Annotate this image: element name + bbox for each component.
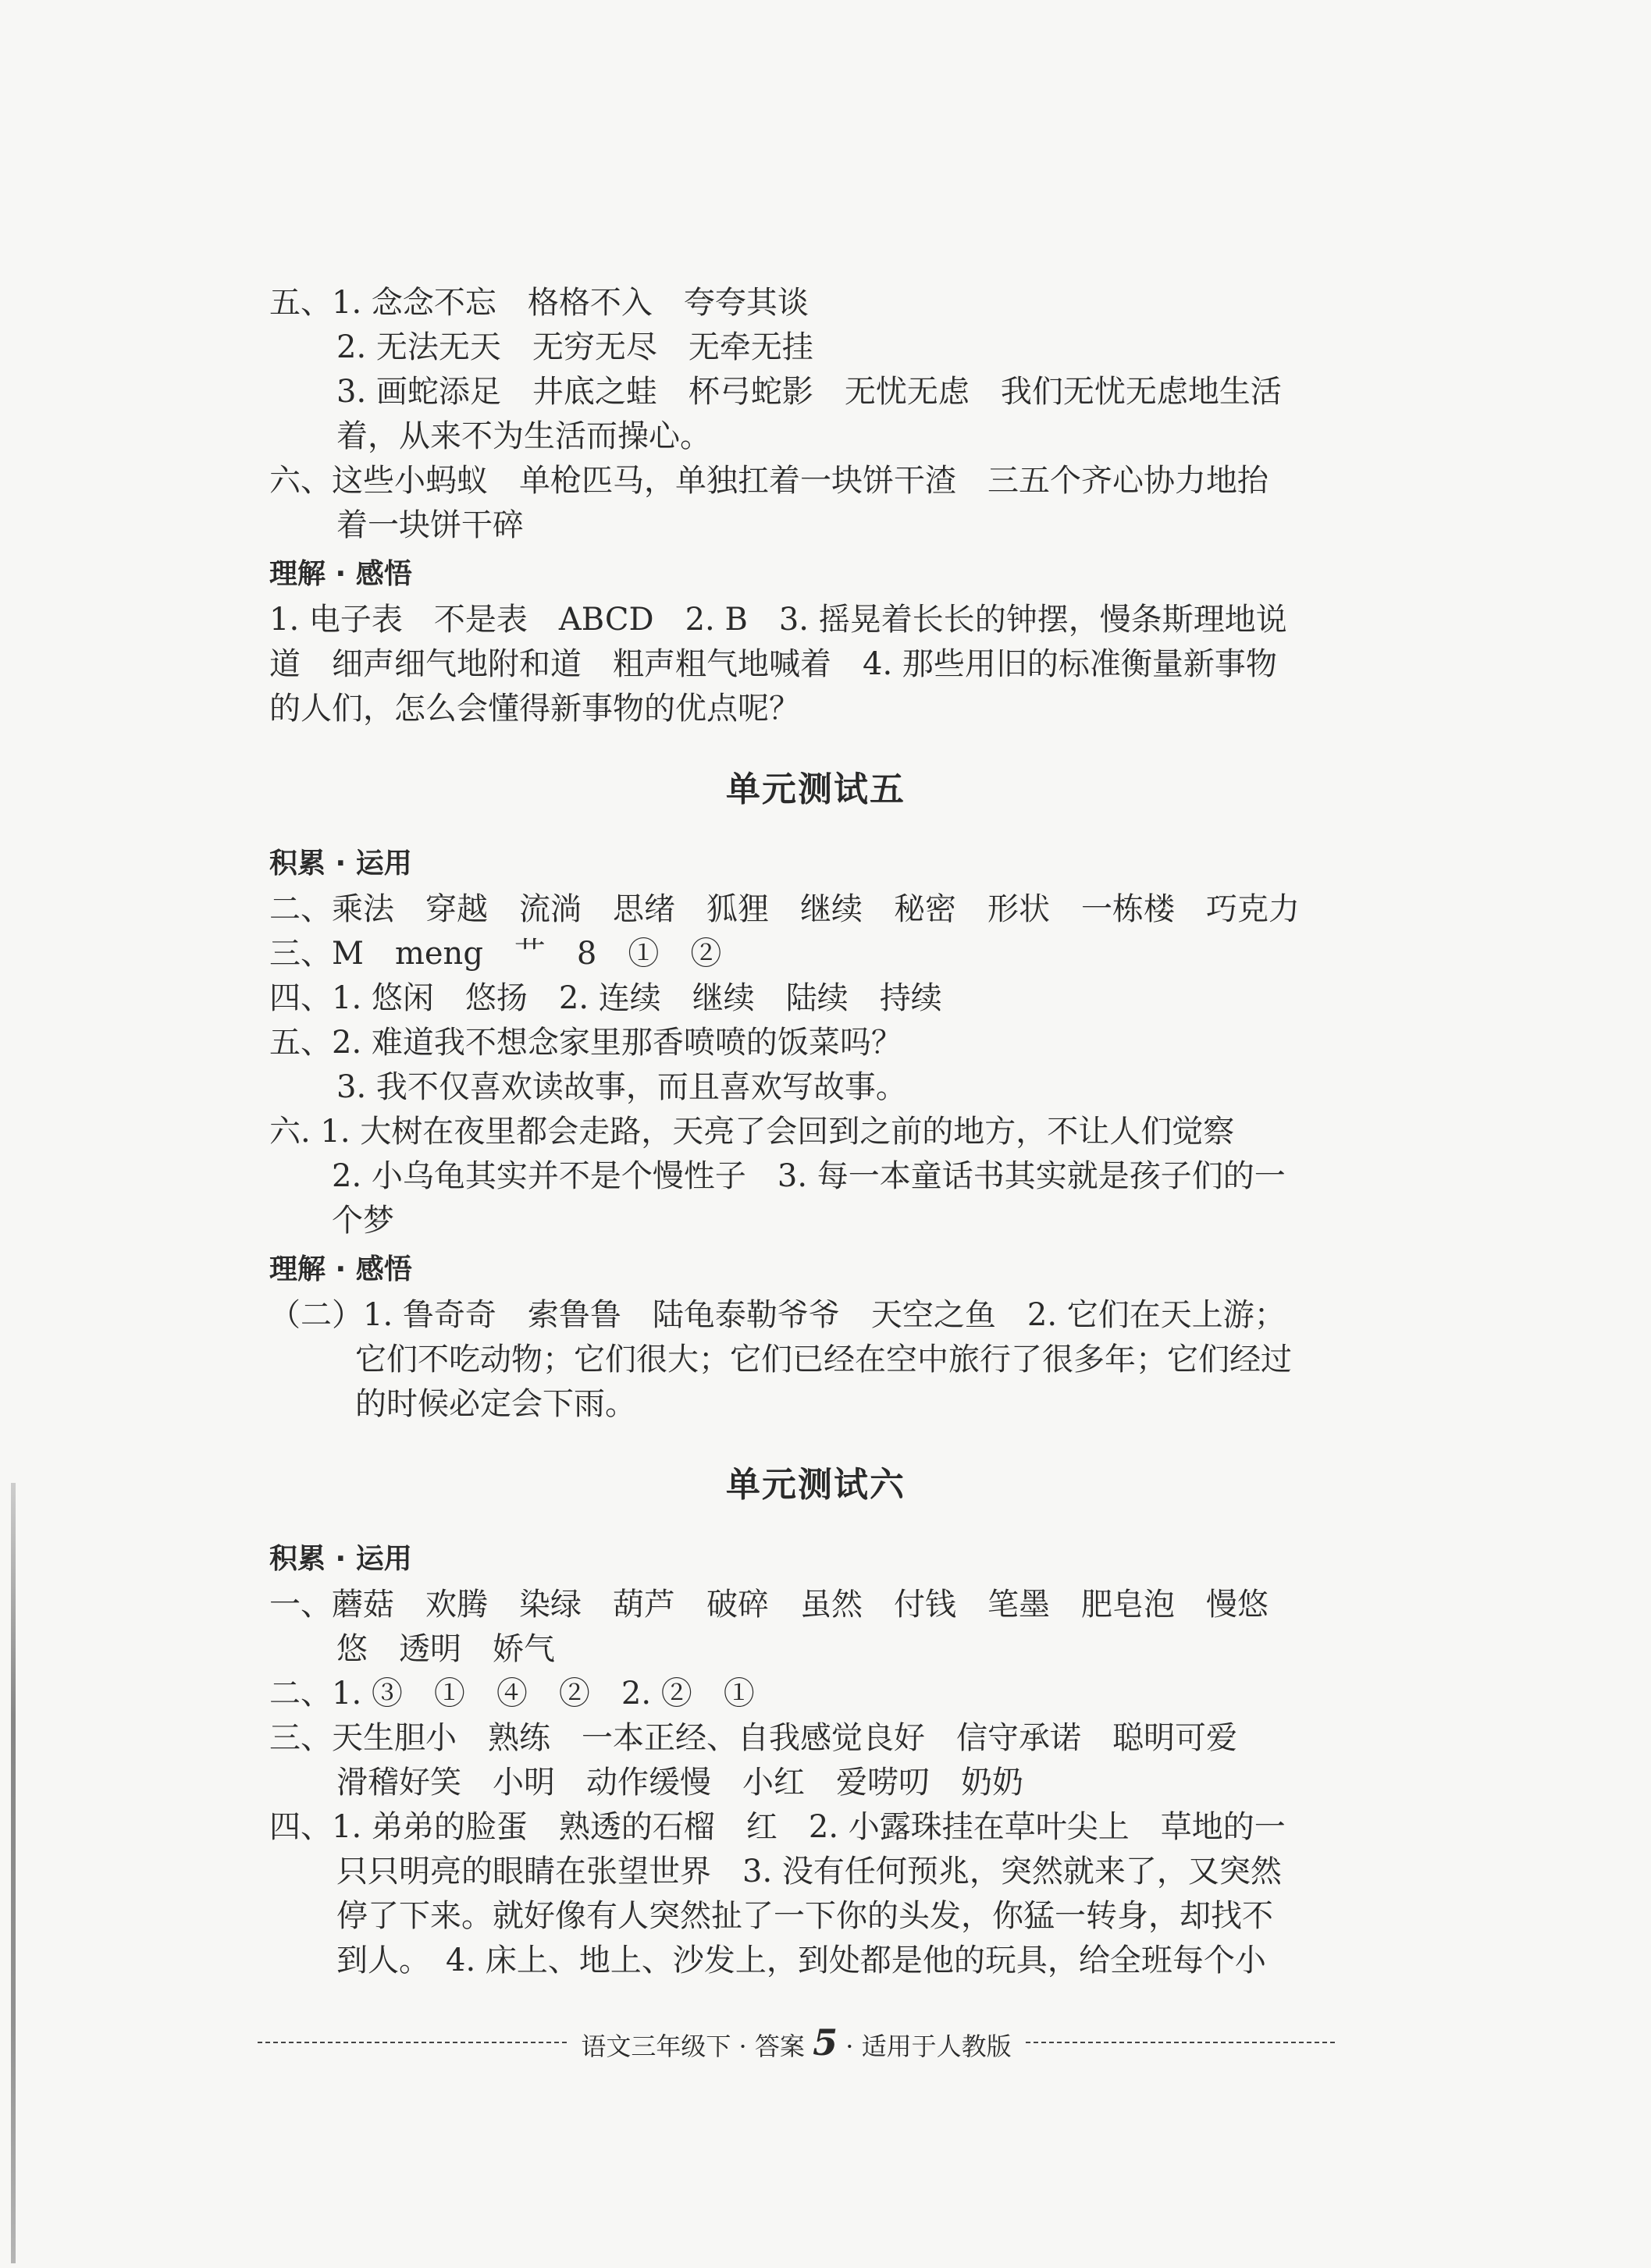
answer-line: 三、天生胆小 熟练 一本正经、自我感觉良好 信守承诺 聪明可爱 [269,1720,1237,1756]
sub-heading: 理解 · 感悟 [269,1253,412,1285]
answer-line: 二、乘法 穿越 流淌 思绪 狐狸 继续 秘密 形状 一栋楼 巧克力 [269,891,1300,927]
section-heading: 单元测试六 [726,1465,906,1505]
answer-line: 五、1. 念念不忘 格格不入 夸夸其谈 [269,285,809,321]
answer-content [269,281,1362,1983]
answer-line: 2. 无法无天 无穷无尽 无牵无挂 [336,329,813,365]
footer-text [567,2021,1025,2064]
footer-title: 语文三年级下 · 答案 [581,2032,805,2061]
sub-heading: 理解 · 感悟 [269,558,412,590]
page-number: 5 [813,2021,838,2064]
answer-line: 二、1. ③ ① ④ ② 2. ② ① [269,1676,755,1712]
answer-line: （二）1. 鲁奇奇 索鲁鲁 陆龟泰勒爷爷 天空之鱼 2. 它们在天上游； [269,1297,1286,1333]
answer-line: 滑稽好笑 小明 动作缓慢 小红 爱唠叨 奶奶 [336,1765,1023,1801]
answer-line: 四、1. 弟弟的脸蛋 熟透的石榴 红 2. 小露珠挂在草叶尖上 草地的一 [269,1809,1286,1845]
answer-line: 只只明亮的眼睛在张望世界 3. 没有任何预兆，突然就来了，又突然 [336,1854,1282,1889]
answer-line: 道 细声细气地附和道 粗声粗气地喊着 4. 那些用旧的标准衡量新事物 [269,646,1277,682]
answer-line: 3. 我不仅喜欢读故事，而且喜欢写故事。 [336,1069,907,1105]
section-heading: 单元测试五 [726,770,906,809]
footer-dash-right [1026,2042,1335,2043]
answer-line: 到人。 4. 床上、地上、沙发上，到处都是他的玩具，给全班每个小 [336,1943,1266,1978]
answer-line: 三、M meng 艹 8 ① ② [269,936,722,972]
answer-line: 个梦 [332,1203,394,1239]
answer-line: 3. 画蛇添足 井底之蛙 杯弓蛇影 无忧无虑 我们无忧无虑地生活 [336,374,1282,410]
answer-line: 着一块饼干碎 [336,507,524,543]
answer-line: 一、蘑菇 欢腾 染绿 葫芦 破碎 虽然 付钱 笔墨 肥皂泡 慢悠 [269,1587,1268,1623]
answer-line: 五、2. 难道我不想念家里那香喷喷的饭菜吗？ [269,1025,902,1061]
sub-heading: 积累 · 运用 [269,848,412,880]
footer-edition: · 适用于人教版 [845,2032,1012,2061]
scan-edge [11,1483,16,2263]
answer-line: 的人们，怎么会懂得新事物的优点呢？ [269,691,800,727]
answer-line: 1. 电子表 不是表 ABCD 2. B 3. 摇晃着长长的钟摆，慢条斯理地说 [269,602,1287,638]
answer-line: 六、这些小蚂蚁 单枪匹马，单独扛着一块饼干渣 三五个齐心协力地抬 [269,463,1268,499]
answer-line: 2. 小乌龟其实并不是个慢性子 3. 每一本童话书其实就是孩子们的一 [332,1158,1286,1194]
footer-dash-left [258,2042,567,2043]
page-footer [258,2021,1335,2064]
answer-line: 它们不吃动物；它们很大；它们已经在空中旅行了很多年；它们经过 [355,1342,1292,1378]
answer-line: 着，从来不为生活而操心。 [336,418,711,454]
answer-line: 停了下来。就好像有人突然扯了一下你的头发，你猛一转身，却找不 [336,1898,1273,1934]
answer-line: 悠 透明 娇气 [336,1631,555,1667]
answer-line: 的时候必定会下雨。 [355,1386,636,1422]
sub-heading: 积累 · 运用 [269,1543,412,1575]
answer-line: 六. 1. 大树在夜里都会走路，天亮了会回到之前的地方，不让人们觉察 [269,1114,1235,1150]
answer-line: 四、1. 悠闲 悠扬 2. 连续 继续 陆续 持续 [269,980,942,1016]
